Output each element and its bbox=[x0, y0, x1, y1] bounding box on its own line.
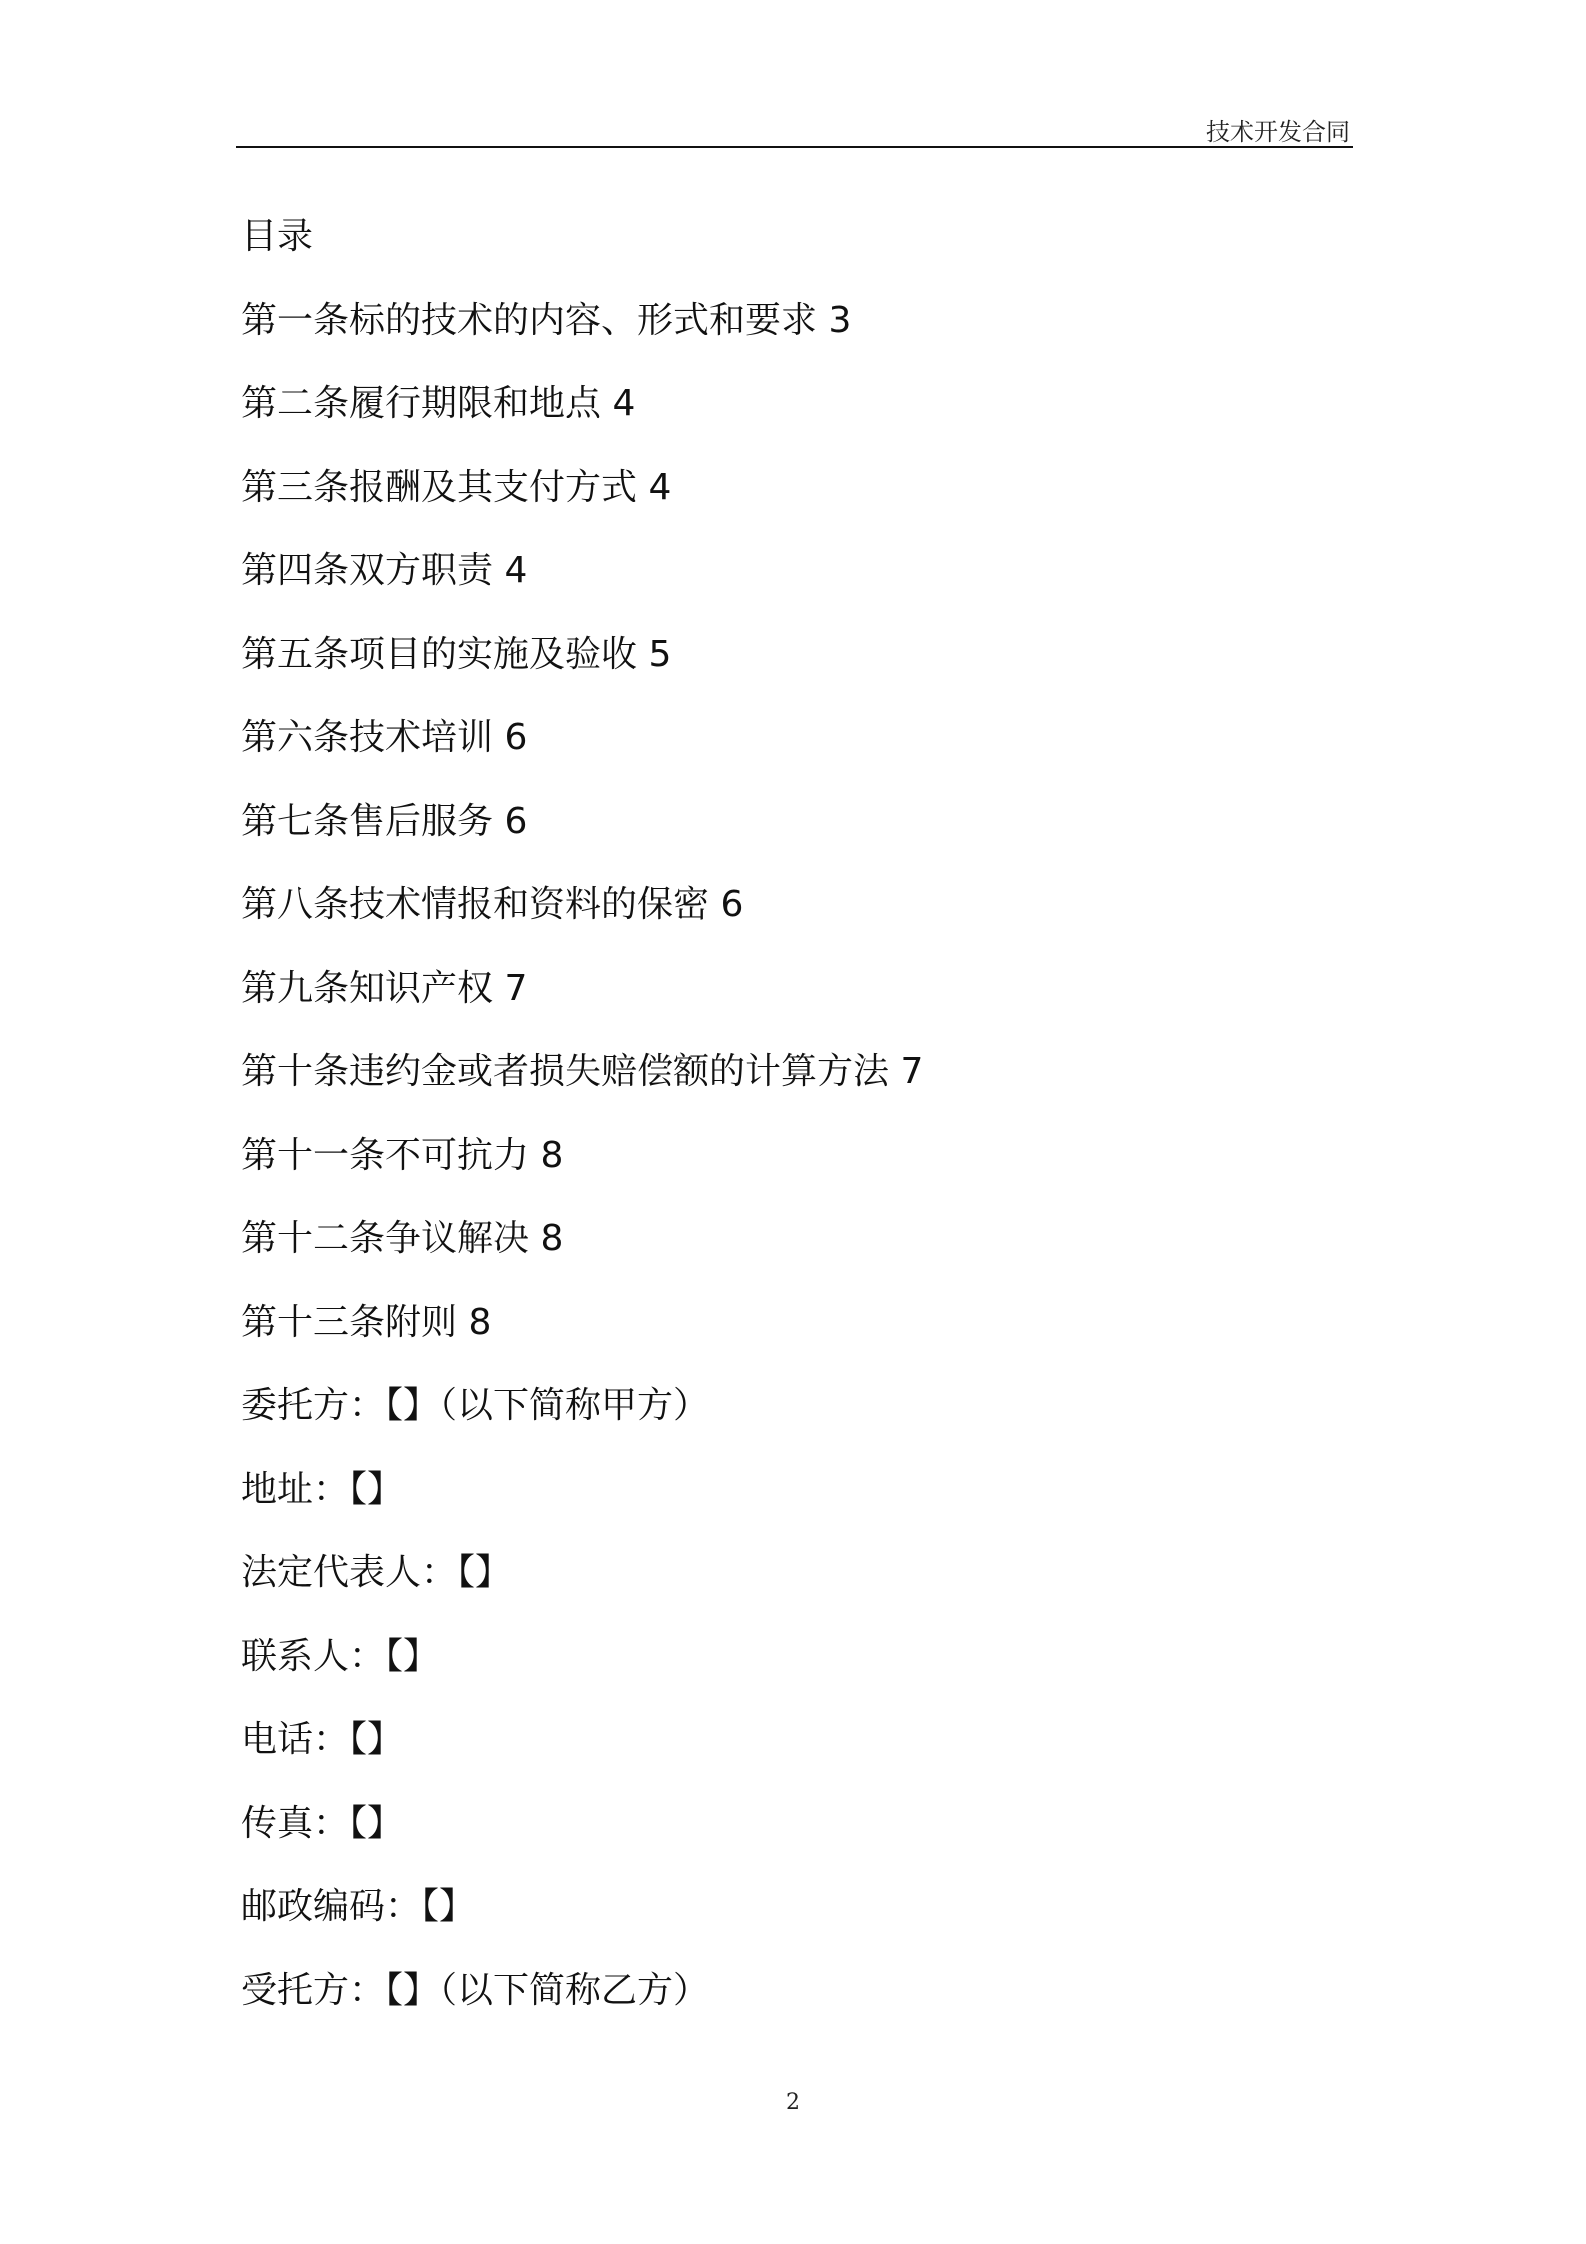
header-title: 技术开发合同 bbox=[1206, 118, 1350, 146]
toc-item: 第九条知识产权 7 bbox=[241, 967, 528, 1009]
page-content bbox=[241, 195, 1351, 2032]
party-a-postal-code: 邮政编码：【】 bbox=[241, 1886, 476, 1927]
party-a-client: 委托方：【】（以下简称甲方） bbox=[241, 1385, 710, 1426]
toc-item: 第八条技术情报和资料的保密 6 bbox=[241, 884, 744, 925]
toc-item: 第十三条附则 8 bbox=[241, 1301, 492, 1343]
party-a-phone: 电话：【】 bbox=[241, 1719, 404, 1760]
toc-item: 第七条售后服务 6 bbox=[241, 800, 528, 842]
toc-item: 第三条报酬及其支付方式 4 bbox=[241, 466, 672, 508]
toc-item: 第五条项目的实施及验收 5 bbox=[241, 633, 672, 675]
header-rule bbox=[236, 146, 1353, 148]
toc-item: 第十一条不可抗力 8 bbox=[241, 1134, 564, 1176]
toc-item: 第一条标的技术的内容、形式和要求 3 bbox=[241, 299, 852, 341]
party-a-address: 地址：【】 bbox=[241, 1468, 404, 1510]
party-b-trustee: 受托方：【】（以下简称乙方） bbox=[241, 1969, 710, 2011]
toc-item: 第十二条争议解决 8 bbox=[241, 1218, 564, 1259]
toc-item: 第六条技术培训 6 bbox=[241, 717, 528, 758]
page-number: 2 bbox=[786, 2090, 800, 2115]
party-a-legal-rep: 法定代表人：【】 bbox=[241, 1552, 512, 1593]
party-a-contact: 联系人：【】 bbox=[241, 1635, 440, 1677]
toc-item: 第四条双方职责 4 bbox=[241, 550, 528, 591]
toc-heading: 目录 bbox=[241, 216, 314, 257]
party-a-fax: 传真：【】 bbox=[241, 1802, 404, 1844]
toc-item: 第二条履行期限和地点 4 bbox=[241, 383, 636, 424]
toc-item: 第十条违约金或者损失赔偿额的计算方法 7 bbox=[241, 1051, 924, 1092]
